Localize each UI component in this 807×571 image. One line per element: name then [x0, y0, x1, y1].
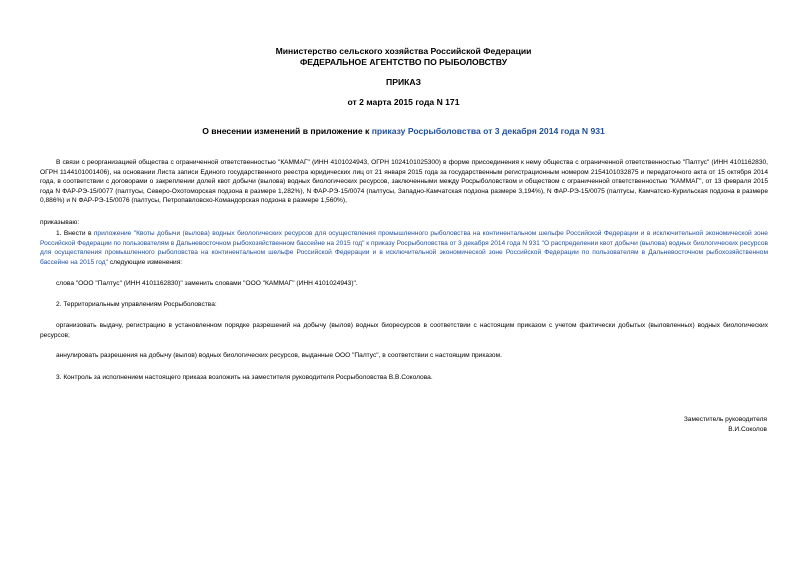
- signature-name: В.И.Соколов: [728, 426, 767, 433]
- doc-title: [0, 126, 807, 136]
- item-2: 2. Территориальным управлениям Росрыболовства:: [56, 301, 217, 308]
- order-word: приказываю:: [40, 219, 80, 226]
- item-3: 3. Контроль за исполнением настоящего приказа возложить на заместителя руководителя Росрыболовства В.В.Соколова.: [56, 374, 433, 381]
- signature-position: Заместитель руководителя: [683, 416, 767, 423]
- doc-title-link[interactable]: приказу Росрыболовства от 3 декабря 2014 года N 931: [371, 126, 605, 136]
- agency-name: ФЕДЕРАЛЬНОЕ АГЕНТСТВО ПО РЫБОЛОВСТВУ: [299, 57, 508, 67]
- item-2-b: аннулировать разрешения на добычу (вылов) водных биологических ресурсов, выданные ООО "Палтус", в соответствии с настоящим приказом.: [56, 352, 502, 359]
- item-1-tail: следующие изменения:: [108, 258, 183, 266]
- item-1-text: 1. Внести в: [56, 230, 94, 237]
- intro-paragraph: В связи с реорганизацией общества с ограниченной ответственностью "КАММАГ" (ИНН 4101024943, ОГРН 1024101025300) в форме присоединения к нему общества с ограниченной ответственностью "Палтус" (ИНН 4101162830, ОГРН 1144101001406), на основании Листа записи Единого государственного реестра юридических лиц от 21 января 2015 года за государственным регистрационным номером 2154101032875 и передаточного акта от 15 октября 2014 года, в соответствии с договорами о закреплении долей квот добычи (вылова) водных биологических ресурсов, заключенными между Росрыболовством и обществом с ограниченной ответственностью "КАММАГ", от 13 февраля 2015 года N ФАР-РЭ-15/0077 (палтусы, Северо-Охотоморская подзона в размере 1,282%), N ФАР-РЭ-15/0074 (палтусы, Западно-Камчатская подзона размере 3,194%), N ФАР-РЭ-15/0075 (палтусы, Камчатско-Курильская подзона в размере 0,886%) и N ФАР-РЭ-15/0076 (палтусы, Петропавловско-Командорская подзона в размере 1,560%),: [40, 159, 768, 205]
- item-1: [40, 229, 768, 267]
- item-1-link[interactable]: приложение "Квоты добычи (вылова) водных биологических ресурсов для осуществления промышленного рыболовства на континентальном шельфе Российской Федерации и в исключительной экономической зоне Российской Федерации по пользователям в Дальневосточном рыбохозяйственном бассейне на 2015 год" к приказу Росрыболовства от 3 декабря 2014 года N 931 "О распределении квот добычи (вылова) водных биологических ресурсов для осуществления промышленного рыболовства на континентальном шельфе Российской Федерации и в исключительной экономической зоне Российской Федерации по пользователям в Дальневосточном рыбохозяйственном бассейне на 2015 год": [40, 230, 768, 266]
- ministry-name: Министерство сельского хозяйства Российской Федерации: [275, 46, 532, 56]
- doc-title-text: О внесении изменений в приложение к: [202, 126, 372, 136]
- doc-date-number: от 2 марта 2015 года N 171: [347, 97, 460, 107]
- item-2-a: организовать выдачу, регистрацию в установленном порядке разрешений на добычу (вылов) водных биоресурсов в соответствии с настоящим приказом с учетом фактически добытых (выловленных) водных биологических ресурсов;: [40, 322, 768, 339]
- item-1-change: слова "ООО "Палтус" (ИНН 4101162830)" заменить словами "ООО "КАММАГ" (ИНН 4101024943)".: [56, 280, 358, 287]
- doc-type: ПРИКАЗ: [386, 77, 421, 87]
